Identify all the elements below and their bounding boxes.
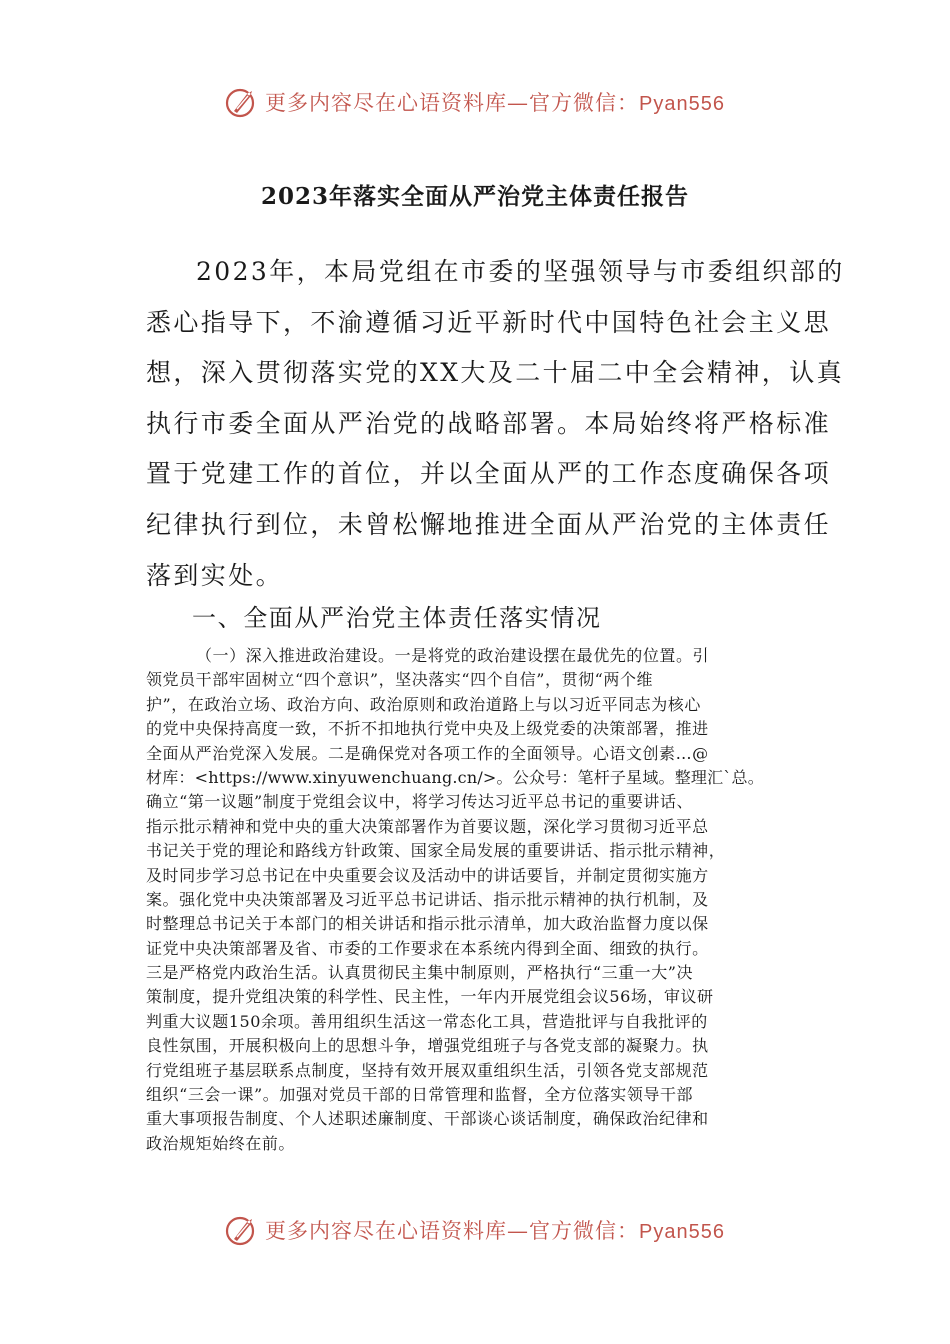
body-line: 全面从严治党深入发展。二是确保党对各项工作的全面领导。心语文创素…@ (146, 743, 709, 763)
header-watermark-banner (0, 82, 950, 122)
body-line: 组织“三会一课”。加强对党员干部的日常管理和监督，全方位落实领导干部 (146, 1085, 694, 1105)
body-line: 重大事项报告制度、个人述职述廉制度、干部谈心谈话制度，确保政治纪律和 (146, 1109, 709, 1129)
intro-line: 置于党建工作的首位，并以全面从严的工作态度确保各项 (146, 459, 832, 489)
body-line: 时整理总书记关于本部门的相关讲话和指示批示清单，加大政治监督力度以保 (146, 914, 709, 934)
body-line: 策制度，提升党组决策的科学性、民主性，一年内开展党组会议56场，审议研 (146, 987, 714, 1007)
body-line: 护”，在政治立场、政治方向、政治原则和政治道路上与以习近平同志为核心 (146, 694, 701, 714)
document-title: 2023年落实全面从严治党主体责任报告 (260, 183, 689, 210)
intro-line: 落到实处。 (146, 560, 284, 590)
section-body (146, 644, 806, 1156)
banner-wechat-id: Pyan556 (639, 93, 725, 115)
body-line: 三是严格党内政治生活。认真贯彻民主集中制原则，严格执行“三重一大”决 (146, 963, 694, 983)
body-line: 及时同步学习总书记在中央重要会议及活动中的讲话要旨，并制定贯彻实施方 (146, 865, 709, 885)
section-heading: 一、全面从严治党主体责任落实情况 (192, 604, 602, 632)
intro-line: 想，深入贯彻落实党的XX大及二十届二中全会精神，认真 (146, 358, 844, 388)
body-line: 材库：<https://www.xinyuwenchuang.cn/>。公众号：笔杆子星域。整理汇`总。 (146, 767, 764, 787)
intro-line: 悉心指导下，不渝遵循习近平新时代中国特色社会主义思 (146, 307, 832, 337)
intro-paragraph (146, 250, 845, 604)
body-line: 领党员干部牢固树立“四个意识”，坚决落实“四个自信”，贯彻“两个维 (146, 670, 654, 690)
body-line: 书记关于党的理论和路线方针政策、国家全局发展的重要讲话、指示批示精神， (146, 841, 726, 861)
footer-watermark-banner (0, 1210, 950, 1250)
body-line: 指示批示精神和党中央的重大决策部署作为首要议题，深化学习贯彻习近平总 (146, 816, 709, 836)
banner-wechat-id: Pyan556 (639, 1221, 725, 1243)
body-line: 判重大议题150余项。善用组织生活这一常态化工具，营造批评与自我批评的 (146, 1011, 708, 1031)
pen-nib-icon (225, 1213, 259, 1247)
intro-line: 2023年，本局党组在市委的坚强领导与市委组织部的 (196, 257, 845, 286)
body-line: 的党中央保持高度一致，不折不扣地执行党中央及上级党委的决策部署，推进 (146, 719, 709, 739)
body-line: （一）深入推进政治建设。一是将党的政治建设摆在最优先的位置。引 (196, 646, 710, 665)
pen-nib-icon (225, 85, 259, 119)
intro-line: 纪律执行到位，未曾松懈地推进全面从严治党的主体责任 (146, 509, 832, 539)
body-line: 政治规矩始终在前。 (146, 1133, 295, 1153)
intro-line: 执行市委全面从严治党的战略部署。本局始终将严格标准 (146, 408, 832, 438)
body-line: 良性氛围，开展积极向上的思想斗争，增强党组班子与各党支部的凝聚力。执 (146, 1036, 709, 1056)
body-line: 案。强化党中央决策部署及习近平总书记讲话、指示批示精神的执行机制，及 (146, 889, 709, 909)
body-line: 证党中央决策部署及省、市委的工作要求在本系统内得到全面、细致的执行。 (146, 938, 709, 958)
banner-text: 更多内容尽在心语资料库—官方微信：Pyan556 (265, 91, 725, 115)
body-line: 行党组班子基层联系点制度，坚持有效开展双重组织生活，引领各党支部规范 (146, 1060, 709, 1080)
body-line: 确立“第一议题”制度于党组会议中，将学习传达习近平总书记的重要讲话、 (146, 792, 694, 812)
banner-text: 更多内容尽在心语资料库—官方微信：Pyan556 (265, 1219, 725, 1243)
